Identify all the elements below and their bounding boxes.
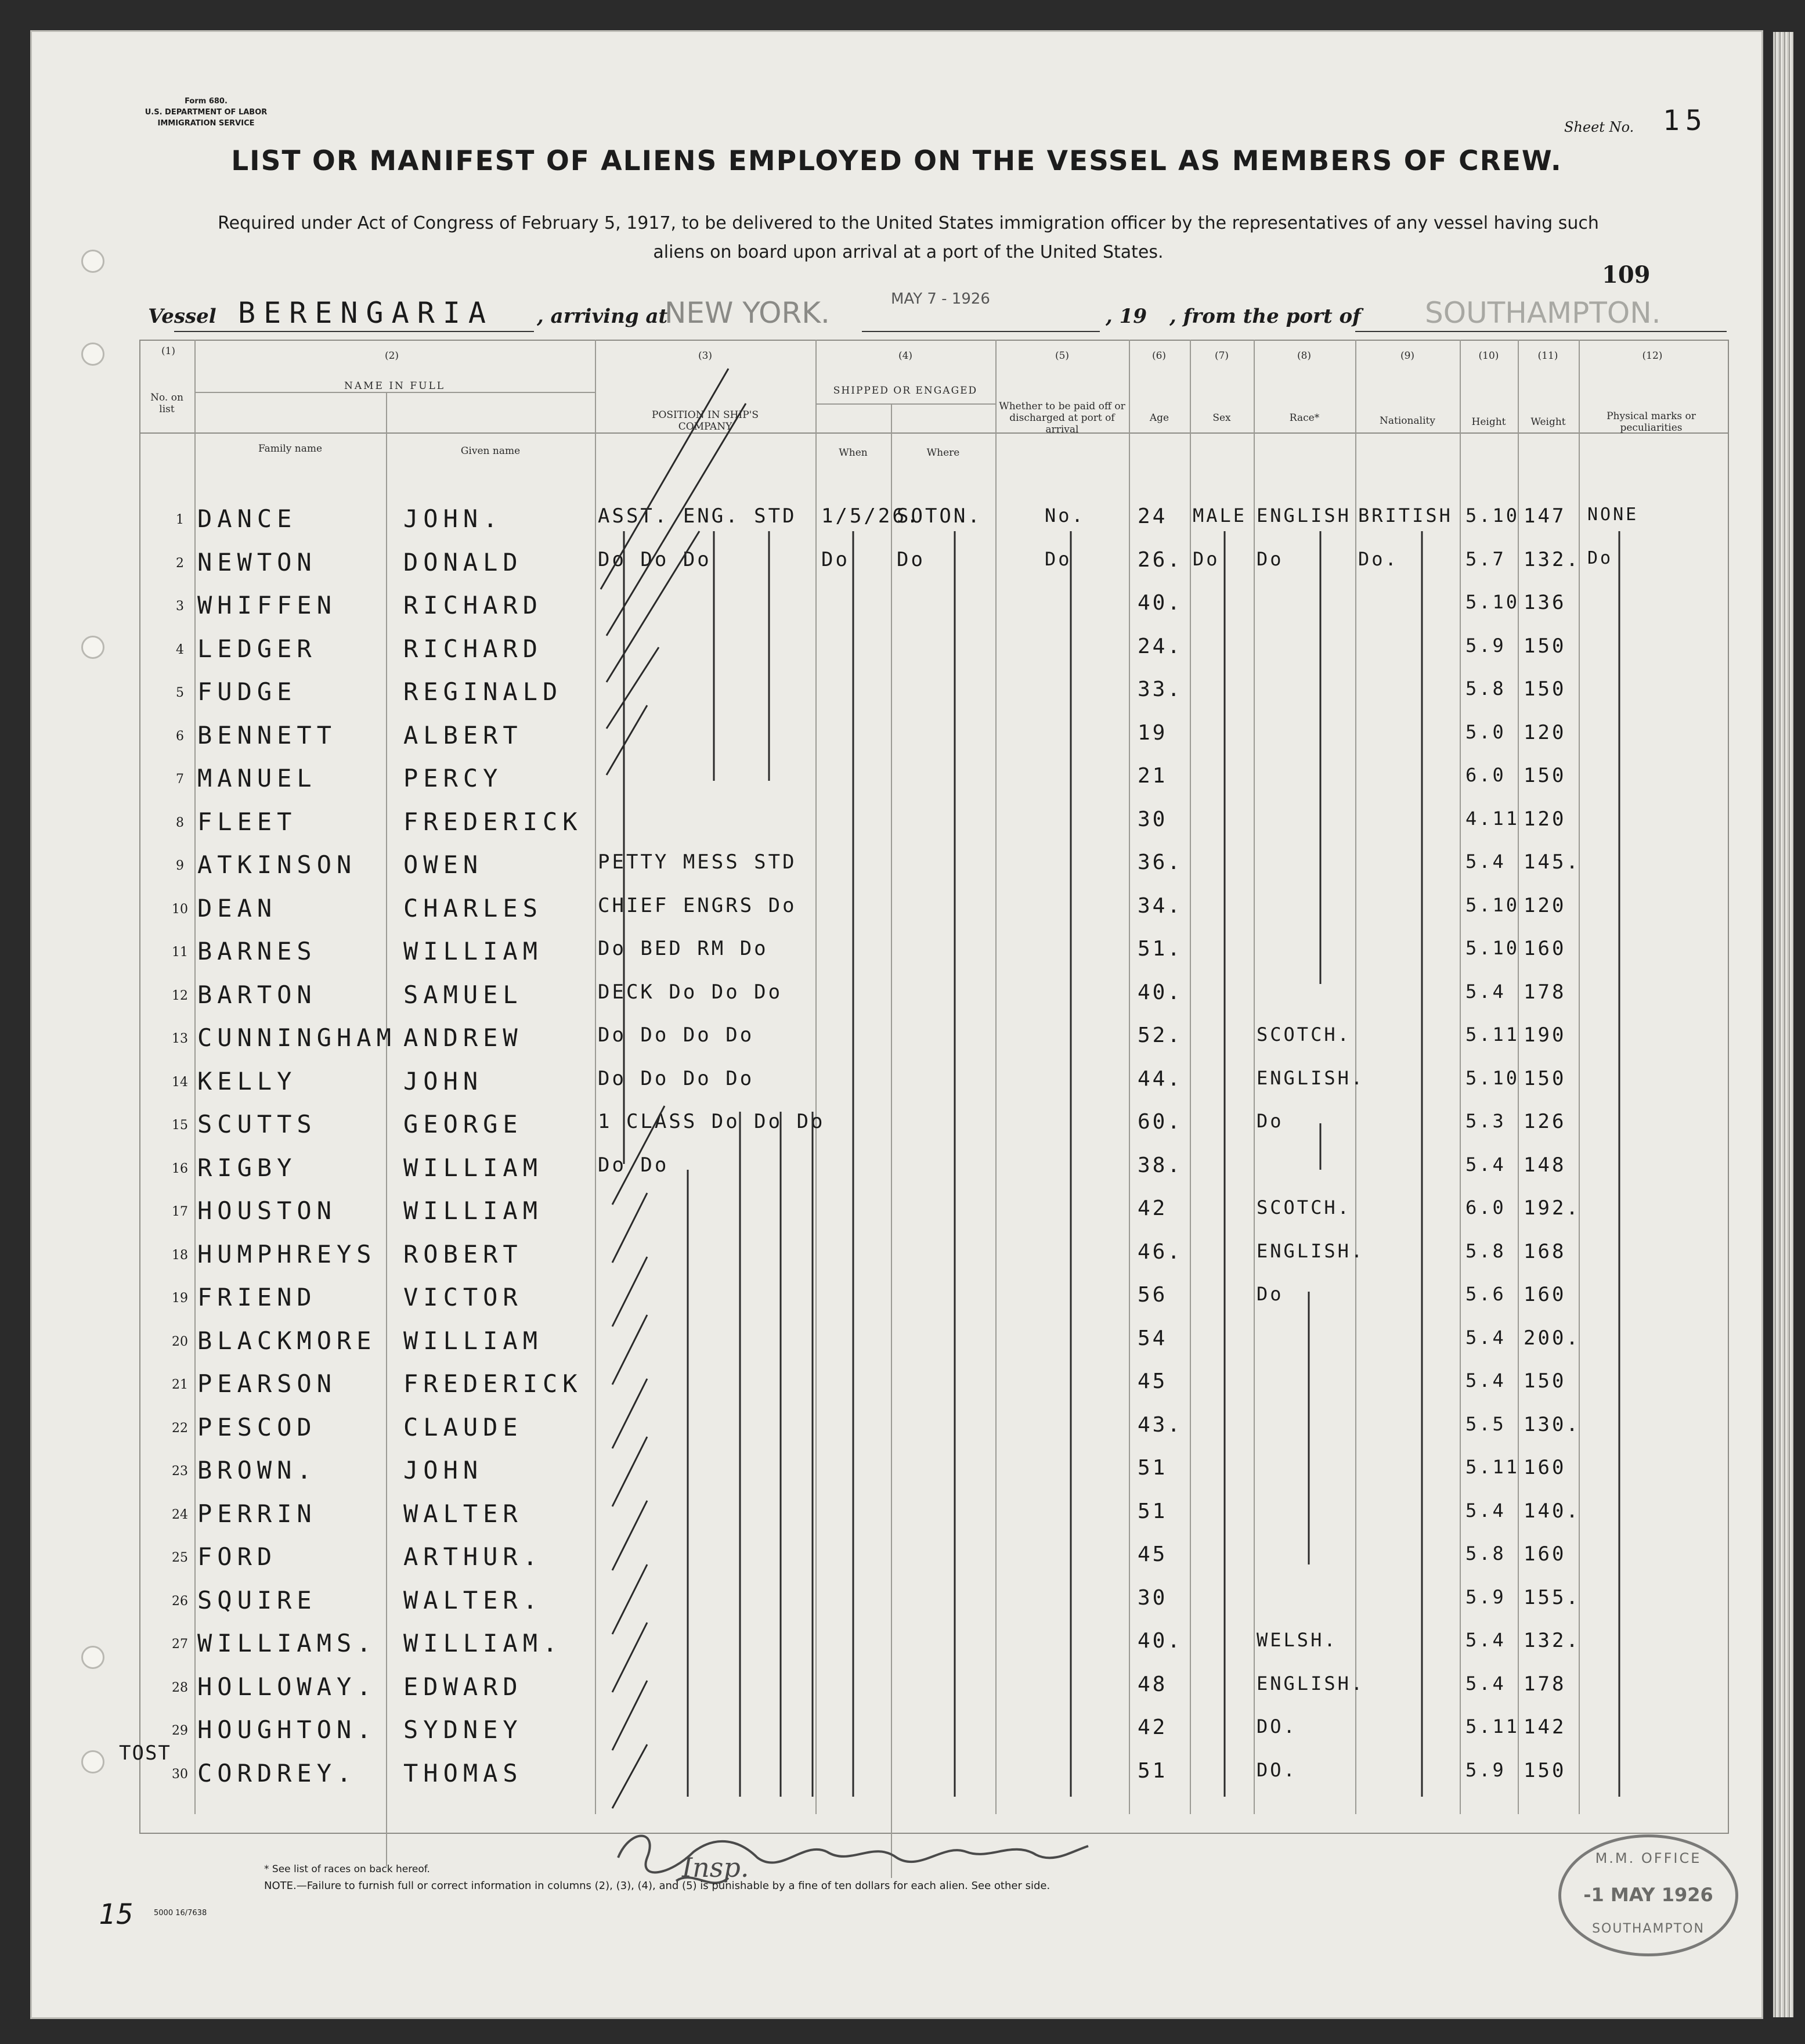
family-name: CORDREY. [197, 1758, 357, 1787]
office-stamp [1558, 1834, 1738, 1956]
height: 6.0 [1465, 1196, 1506, 1219]
age: 40. [1138, 591, 1183, 615]
age: 33. [1138, 677, 1183, 701]
date-stamp: MAY 7 - 1926 [891, 290, 990, 308]
family-name: MANUEL [197, 764, 317, 792]
weight: 145. [1524, 850, 1580, 874]
age: 26. [1138, 547, 1183, 572]
height: 5.4 [1465, 1629, 1506, 1651]
height: 5.11 [1465, 1023, 1520, 1046]
shipped-where: Do [897, 547, 925, 571]
given-name: WALTER [403, 1499, 523, 1528]
given-name: RICHARD [403, 634, 543, 663]
height: 5.4 [1465, 850, 1506, 873]
family-name: FRIEND [197, 1283, 317, 1311]
height: 5.3 [1465, 1110, 1506, 1132]
year-label: , 19 [1106, 305, 1147, 328]
height: 5.11 [1465, 1715, 1520, 1737]
given-name: GEORGE [403, 1110, 523, 1138]
nationality: Do. [1358, 547, 1399, 570]
from-port-label: , from the port of [1169, 305, 1361, 328]
requirement-line-1: Required under Act of Congress of February 5, 1917, to be delivered to the United States immigration officer by the representatives of any vessel having such [218, 213, 1599, 233]
height: 5.0 [1465, 720, 1506, 743]
weight: 142 [1524, 1715, 1566, 1739]
family-name: BLACKMORE [197, 1326, 377, 1355]
height: 5.9 [1465, 1585, 1506, 1608]
vessel-label: Vessel [148, 305, 216, 328]
given-name: FREDERICK [403, 1369, 583, 1398]
age: 51 [1138, 1758, 1168, 1783]
row-number: 27 [172, 1637, 188, 1652]
col-num-12: (12) [1642, 350, 1663, 362]
row-number: 28 [172, 1680, 188, 1695]
requirement-line-2: aliens on board upon arrival at a port of the United States. [653, 242, 1164, 262]
row-number: 16 [172, 1161, 188, 1176]
row-number: 3 [176, 599, 184, 614]
row-number: 5 [176, 686, 184, 700]
height: 5.9 [1465, 634, 1506, 657]
given-name: CLAUDE [403, 1412, 523, 1441]
page-stamp-number: 109 [1602, 261, 1651, 289]
age: 48 [1138, 1672, 1168, 1696]
physical-marks: Do [1587, 547, 1613, 568]
given-name: WILLIAM [403, 1326, 543, 1355]
family-name: PERRIN [197, 1499, 317, 1528]
position: Do BED RM Do [598, 937, 768, 960]
service-name: IMMIGRATION SERVICE [157, 119, 255, 128]
family-name: PESCOD [197, 1412, 317, 1441]
height: 5.7 [1465, 547, 1506, 570]
height: 5.4 [1465, 1326, 1506, 1349]
height: 6.0 [1465, 764, 1506, 786]
family-name: HOLLOWAY. [197, 1672, 377, 1701]
family-name: WILLIAMS. [197, 1629, 377, 1657]
family-name: ATKINSON [197, 850, 357, 879]
age: 43. [1138, 1412, 1183, 1437]
family-name: DANCE [197, 504, 297, 533]
col-header-sex: Sex [1212, 412, 1231, 424]
family-name: NEWTON [197, 547, 317, 576]
row-number: 20 [172, 1334, 188, 1349]
row-number: 19 [172, 1291, 188, 1306]
given-name: EDWARD [403, 1672, 523, 1701]
row-number: 30 [172, 1767, 188, 1782]
weight: 160 [1524, 937, 1566, 960]
row-number: 24 [172, 1507, 188, 1522]
age: 52. [1138, 1023, 1183, 1047]
col-header-weight: Weight [1530, 416, 1566, 428]
stamp-top-text: M.M. OFFICE [1595, 1850, 1702, 1866]
row-number: 25 [172, 1551, 188, 1565]
weight: 150 [1524, 1758, 1566, 1782]
race: WELSH. [1257, 1629, 1338, 1651]
family-name: LEDGER [197, 634, 317, 663]
position: 1 CLASS Do Do Do [598, 1110, 825, 1133]
age: 30 [1138, 807, 1168, 831]
row-number: 8 [176, 815, 184, 830]
weight: 120 [1524, 807, 1566, 831]
row-number: 11 [172, 945, 188, 960]
row-number: 23 [172, 1464, 188, 1479]
paid-off: No. [1045, 504, 1085, 527]
height: 5.9 [1465, 1758, 1506, 1781]
family-name: FUDGE [197, 677, 297, 706]
family-name: PEARSON [197, 1369, 337, 1398]
col-num-2: (2) [384, 350, 399, 362]
row-number: 21 [172, 1378, 188, 1392]
position: PETTY MESS STD [598, 850, 797, 874]
given-name: ANDREW [403, 1023, 523, 1052]
weight: 155. [1524, 1585, 1580, 1609]
family-name: CUNNINGHAM [197, 1023, 396, 1052]
weight: 160 [1524, 1456, 1566, 1479]
height: 5.10 [1465, 893, 1520, 916]
given-name: WALTER. [403, 1585, 543, 1614]
col-header-family-name: Family name [258, 443, 323, 455]
race: ENGLISH. [1257, 1066, 1365, 1089]
given-name: ARTHUR. [403, 1542, 543, 1571]
height: 5.10 [1465, 1066, 1520, 1089]
position: DECK Do Do Do [598, 980, 783, 1004]
row-number: 15 [172, 1118, 188, 1133]
col-num-6: (6) [1151, 350, 1167, 362]
age: 56 [1138, 1283, 1168, 1307]
col-header-shipped: SHIPPED OR ENGAGED [833, 385, 978, 396]
department-name: U.S. DEPARTMENT OF LABOR [145, 108, 268, 117]
age: 51 [1138, 1499, 1168, 1523]
given-name: RICHARD [403, 591, 543, 619]
given-name: FREDERICK [403, 807, 583, 836]
nationality: BRITISH [1358, 504, 1453, 527]
weight: 160 [1524, 1283, 1566, 1306]
ditto-strokes [32, 32, 1761, 2017]
given-name: SAMUEL [403, 980, 523, 1009]
races-footnote: * See list of races on back hereof. [264, 1863, 430, 1875]
age: 40. [1138, 980, 1183, 1004]
weight: 178 [1524, 980, 1566, 1004]
weight: 150 [1524, 1066, 1566, 1090]
age: 38. [1138, 1153, 1183, 1177]
weight: 140. [1524, 1499, 1580, 1523]
given-name: WILLIAM. [403, 1629, 563, 1657]
race: SCOTCH. [1257, 1196, 1351, 1219]
age: 44. [1138, 1066, 1183, 1091]
row-number: 2 [176, 556, 184, 571]
height: 5.11 [1465, 1456, 1520, 1478]
age: 34. [1138, 893, 1183, 918]
sex: MALE [1193, 504, 1247, 527]
weight: 160 [1524, 1542, 1566, 1566]
race: SCOTCH. [1257, 1023, 1351, 1046]
row-number: 26 [172, 1594, 188, 1609]
print-code: 5000 16/7638 [154, 1909, 207, 1917]
footer-note: NOTE.—Failure to furnish full or correct information in columns (2), (3), (4), and (5) is punishable by a fine of ten dollars for each alien. See other side. [264, 1880, 1050, 1892]
given-name: DONALD [403, 547, 523, 576]
row-number: 4 [176, 642, 184, 657]
col-header-height: Height [1471, 416, 1506, 428]
col-header-paid-off: Whether to be paid off or discharged at port of arrival [999, 401, 1125, 435]
row-number: 7 [176, 772, 184, 787]
col-num-8: (8) [1297, 350, 1312, 362]
age: 51. [1138, 937, 1183, 961]
col-header-when: When [839, 447, 868, 459]
height: 5.6 [1465, 1283, 1506, 1305]
paper-stack-edge [1773, 32, 1793, 2017]
weight: 132. [1524, 1629, 1580, 1652]
given-name: CHARLES [403, 893, 543, 922]
age: 42 [1138, 1196, 1168, 1220]
col-header-physical-marks: Physical marks or peculiarities [1607, 410, 1696, 434]
col-header-nationality: Nationality [1380, 415, 1435, 427]
age: 30 [1138, 1585, 1168, 1610]
given-name: WILLIAM [403, 1153, 543, 1182]
family-name: BARNES [197, 937, 317, 965]
row-number: 14 [172, 1075, 188, 1090]
height: 5.5 [1465, 1412, 1506, 1435]
weight: 178 [1524, 1672, 1566, 1696]
col-header-position: POSITION IN SHIP'S COMPANY [652, 409, 759, 432]
paid-off: Do [1045, 547, 1072, 570]
race: DO. [1257, 1758, 1297, 1781]
family-name: BENNETT [197, 720, 337, 749]
given-name: ROBERT [403, 1239, 523, 1268]
arriving-label: , arriving at [537, 305, 668, 328]
family-name: DEAN [197, 893, 277, 922]
given-name: ALBERT [403, 720, 523, 749]
age: 21 [1138, 764, 1168, 788]
shipped-when: Do [821, 547, 850, 571]
family-name: RIGBY [197, 1153, 297, 1182]
height: 5.4 [1465, 1369, 1506, 1391]
family-name: HOUGHTON. [197, 1715, 377, 1744]
vessel-name: BERENGARIA [238, 296, 494, 330]
family-name: SQUIRE [197, 1585, 317, 1614]
weight: 132. [1524, 547, 1580, 571]
margin-annotation: TOST [119, 1742, 171, 1765]
age: 60. [1138, 1110, 1183, 1134]
given-name: PERCY [403, 764, 503, 792]
inspector-title: Insp. [682, 1852, 749, 1883]
weight: 168 [1524, 1239, 1566, 1263]
sex: Do [1193, 547, 1220, 570]
height: 5.8 [1465, 1542, 1506, 1564]
col-header-name: NAME IN FULL [344, 380, 446, 392]
family-name: FORD [197, 1542, 277, 1571]
family-name: HOUSTON [197, 1196, 337, 1225]
weight: 150 [1524, 1369, 1566, 1393]
physical-marks: NONE [1587, 504, 1639, 525]
col-header-where: Where [926, 447, 960, 459]
race: ENGLISH [1257, 504, 1351, 527]
weight: 120 [1524, 720, 1566, 744]
race: DO. [1257, 1715, 1297, 1737]
age: 42 [1138, 1715, 1168, 1739]
col-num-5: (5) [1055, 350, 1070, 362]
weight: 148 [1524, 1153, 1566, 1177]
height: 5.10 [1465, 504, 1520, 527]
given-name: JOHN [403, 1066, 483, 1095]
height: 5.4 [1465, 980, 1506, 1003]
row-number: 9 [176, 859, 184, 873]
row-number: 13 [172, 1032, 188, 1046]
weight: 150 [1524, 634, 1566, 658]
given-name: WILLIAM [403, 937, 543, 965]
col-num-9: (9) [1400, 350, 1415, 362]
given-name: OWEN [403, 850, 483, 879]
stamp-bottom-text: SOUTHAMPTON [1592, 1922, 1705, 1936]
position: Do Do Do Do [598, 1066, 755, 1090]
age: 51 [1138, 1456, 1168, 1480]
given-name: JOHN [403, 1456, 483, 1484]
arrival-port: NEW YORK. [665, 296, 830, 330]
sheet-number: 15 [1663, 104, 1708, 137]
age: 46. [1138, 1239, 1183, 1264]
weight: 120 [1524, 893, 1566, 917]
given-name: SYDNEY [403, 1715, 523, 1744]
row-number: 10 [172, 902, 188, 917]
weight: 147 [1524, 504, 1566, 528]
given-name: JOHN. [403, 504, 503, 533]
race: Do [1257, 1283, 1284, 1305]
row-number: 6 [176, 729, 184, 744]
height: 5.8 [1465, 677, 1506, 700]
age: 45 [1138, 1542, 1168, 1566]
weight: 200. [1524, 1326, 1580, 1350]
height: 5.8 [1465, 1239, 1506, 1262]
height: 5.4 [1465, 1499, 1506, 1522]
weight: 192. [1524, 1196, 1580, 1220]
weight: 136 [1524, 591, 1566, 614]
height: 5.4 [1465, 1153, 1506, 1176]
family-name: KELLY [197, 1066, 297, 1095]
age: 45 [1138, 1369, 1168, 1393]
position: CHIEF ENGRS Do [598, 893, 797, 917]
col-num-10: (10) [1478, 350, 1499, 362]
page-mark: 15 [99, 1898, 135, 1931]
weight: 150 [1524, 764, 1566, 787]
stamp-date: -1 MAY 1926 [1583, 1884, 1713, 1906]
given-name: REGINALD [403, 677, 563, 706]
race: Do [1257, 1110, 1284, 1132]
age: 24 [1138, 504, 1168, 528]
weight: 126 [1524, 1110, 1566, 1133]
height: 5.4 [1465, 1672, 1506, 1695]
given-name: THOMAS [403, 1758, 523, 1787]
col-num-4: (4) [898, 350, 913, 362]
position: Do Do Do [598, 547, 712, 571]
page-title: LIST OR MANIFEST OF ALIENS EMPLOYED ON THE VESSEL AS MEMBERS OF CREW. [231, 145, 1562, 177]
height: 5.10 [1465, 591, 1520, 613]
position: ASST. ENG. STD [598, 504, 797, 528]
position: Do Do [598, 1153, 669, 1177]
manifest-sheet [32, 32, 1761, 2017]
age: 24. [1138, 634, 1183, 658]
age: 36. [1138, 850, 1183, 874]
col-header-age: Age [1149, 412, 1169, 424]
race: Do [1257, 547, 1284, 570]
row-number: 18 [172, 1248, 188, 1263]
weight: 190 [1524, 1023, 1566, 1047]
row-number: 1 [176, 513, 184, 527]
sheet-label: Sheet No. [1564, 119, 1634, 135]
shipped-when: 1/5/26. [821, 504, 921, 528]
given-name: VICTOR [403, 1283, 523, 1311]
row-number: 12 [172, 988, 188, 1003]
given-name: WILLIAM [403, 1196, 543, 1225]
height: 4.11 [1465, 807, 1520, 830]
row-number: 22 [172, 1421, 188, 1436]
race: ENGLISH. [1257, 1239, 1365, 1262]
age: 54 [1138, 1326, 1168, 1350]
col-header-given-name: Given name [460, 445, 521, 457]
weight: 130. [1524, 1412, 1580, 1436]
shipped-where: SOTON. [897, 504, 982, 528]
age: 19 [1138, 720, 1168, 745]
col-header-race: Race* [1289, 412, 1320, 424]
row-number: 17 [172, 1205, 188, 1219]
family-name: HUMPHREYS [197, 1239, 377, 1268]
position: Do Do Do Do [598, 1023, 755, 1047]
family-name: SCUTTS [197, 1110, 317, 1138]
col-num-11: (11) [1537, 350, 1558, 362]
age: 40. [1138, 1629, 1183, 1653]
family-name: BROWN. [197, 1456, 317, 1484]
family-name: BARTON [197, 980, 317, 1009]
height: 5.10 [1465, 937, 1520, 959]
family-name: FLEET [197, 807, 297, 836]
race: ENGLISH. [1257, 1672, 1365, 1695]
col-num-3: (3) [698, 350, 713, 362]
form-number: Form 680. [185, 97, 228, 106]
family-name: WHIFFEN [197, 591, 337, 619]
departure-port: SOUTHAMPTON. [1425, 296, 1661, 330]
row-number: 29 [172, 1724, 188, 1738]
col-num-7: (7) [1214, 350, 1229, 362]
weight: 150 [1524, 677, 1566, 701]
col-header-no-on-list: No. on list [150, 392, 183, 415]
col-num-1: (1) [161, 345, 176, 357]
